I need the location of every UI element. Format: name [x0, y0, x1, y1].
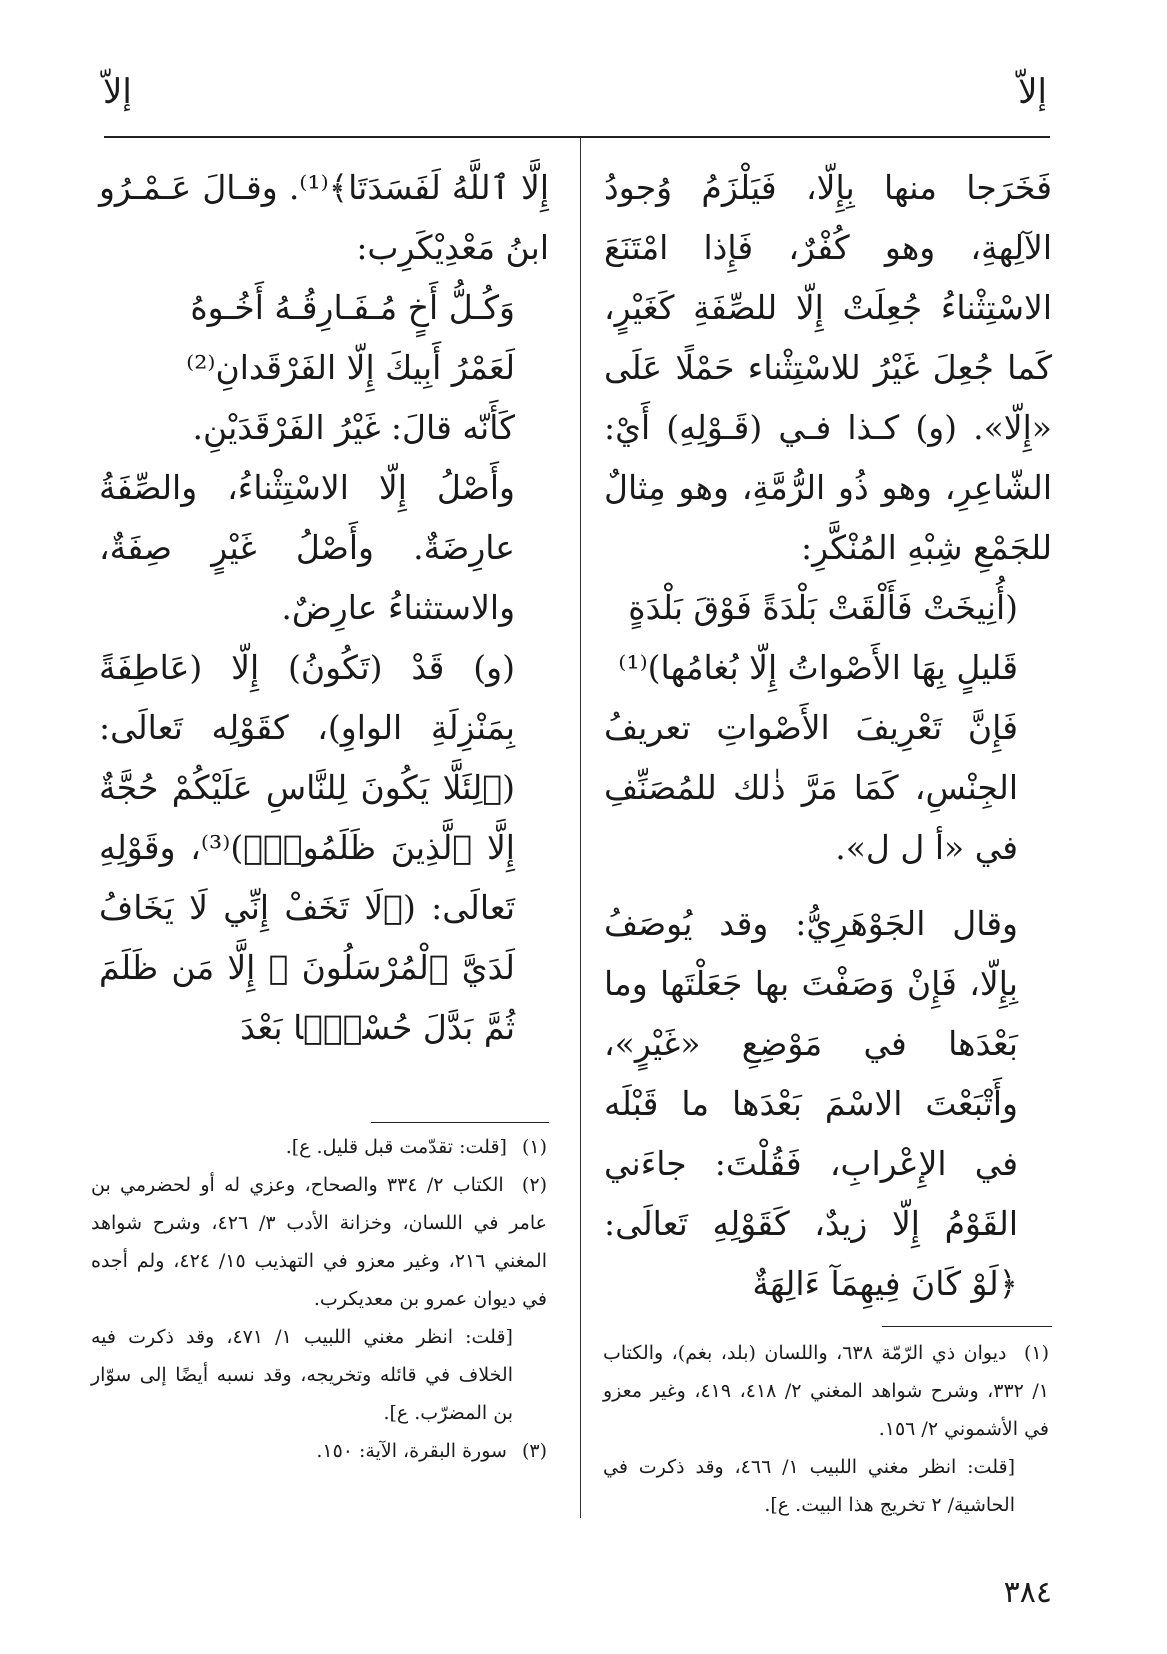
footnote-number: (٢): [521, 1174, 547, 1196]
header-rule: [104, 136, 1050, 138]
footnote-text: الكتاب ٢/ ٣٣٤ والصحاح، وعزي له أو لحضرمي بن عامر في اللسان، وخزانة الأدب ٣/ ٤٢٦، وشرح شواهد المغني ٢١٦، وغير معزو في التهذيب ١٥/ ٤٢٤، ولم أجده في ديوان عمرو بن معديكرب.: [91, 1174, 547, 1310]
footnote-text: سورة البقرة، الآية: ١٥٠.: [316, 1440, 507, 1462]
footnote: [91, 1166, 547, 1318]
left-column: [99, 158, 549, 1058]
right-column: [604, 158, 1052, 1314]
footnote-text: [قلت: انظر مغني اللبيب ١/ ٤٦٦، وقد ذكرت في الحاشية/ ٢ تخريج هذا البيت. ع].: [603, 1456, 1015, 1516]
verse-line: (أُنِيخَتْ فَأَلْقَتْ بَلْدَةً فَوْقَ بَلْدَةٍ: [628, 588, 1018, 627]
footnote: [91, 1128, 547, 1166]
column-divider: [580, 138, 581, 1518]
footnotes-left: [91, 1128, 547, 1470]
footnote-rule-right: [882, 1326, 1052, 1327]
verse-line: قَليلٍ بِهَا الأَصْواتُ إِلّا بُغامُها)⁽¹⁾: [618, 648, 1018, 687]
footnote: [603, 1334, 1049, 1448]
paragraph: فَخَرَجا منها بِإِلّا، فَيَلْزَمُ وُجودُ الآلِهةِ، وهو كُفْرٌ، فَإِذا امْتَنَعَ الاسْتِثْناءُ جُعِلَتْ إِلّا للصِّفَةِ كَغَيْرٍ، كَما جُعِلَ غَيْرُ للاسْتِثْناء حَمْلًا عَلَى «إِلّا». (و) كـذا فـي (قَـوْلِهِ) أَيْ: الشّاعِرِ، وهو ذُو الرُّمَّةِ، وهو مِثالٌ للجَمْعِ شِبْهِ المُنْكَّرِ:: [604, 168, 1052, 567]
paragraph: إِلَّا ٱللَّهُ لَفَسَدَتَا﴾⁽¹⁾. وقـالَ عَـمْـرُو ابنُ مَعْدِيْكَرِب:: [99, 168, 550, 267]
footnote: [91, 1318, 547, 1432]
footnote-rule-left: [371, 1122, 549, 1123]
footnote-number: (١): [521, 1136, 547, 1158]
footnote-number: (١): [1023, 1342, 1049, 1364]
footnote-text: [قلت: انظر مغني اللبيب ١/ ٤٧١، وقد ذكرت فيه الخلاف في قائله وتخريجه، وقد نسبه أيضًا إلى سوّار بن المضرّب. ع].: [91, 1326, 513, 1424]
footnote-text: ديوان ذي الرّمّة ٦٣٨، واللسان (بلد، بغم)، والكتاب ١/ ٣٣٢، وشرح شواهد المغني ٢/ ٤١٨، ٤١٩، وغير معزو في الأشموني ٢/ ١٥٦.: [603, 1342, 1049, 1440]
footnote: [91, 1432, 547, 1470]
footnote: [603, 1448, 1049, 1524]
paragraph: وقال الجَوْهَرِيُّ: وقد يُوصَفُ بِإِلّا، فَإِنْ وَصَفْتَ بها جَعَلْتَها وما بَعْدَها في مَوْضِعِ «غَيْرٍ»، وأَتْبَعْتَ الاسْمَ بَعْدَها ما قَبْلَه في الإِعْرابِ، فَقُلْتَ: جاءَني القَوْمُ إِلّا زيدٌ، كَقَوْلِهِ تَعالَى: ﴿لَوْ كَانَ فِيهِمَآ ءَالِهَةٌ: [604, 904, 1018, 1303]
paragraph: وأَصْلُ إِلّا الاسْتِثْناءُ، والصِّفَةُ عارِضَةٌ. وأَصْلُ غَيْرٍ صِفَةٌ، والاستثناءُ عارِضٌ.: [99, 468, 515, 627]
running-header-right: إلاّ: [1018, 72, 1047, 112]
verse-line: لَعَمْرُ أَبِيكَ إِلّا الفَرْقَدانِ⁽²⁾: [186, 348, 515, 387]
paragraph: كَأَنّه قالَ: غَيْرُ الفَرْقَدَيْنِ.: [192, 408, 515, 447]
paragraph: (و) قَدْ (تَكُونُ) إِلّا (عَاطِفَةً بِمَنْزِلَةِ الواوِ)، كقَوْلِه تَعالَى: (﴿لِئَلَّا يَكُونَ لِلنَّاسِ عَلَيْكُمْ حُجَّةٌ إِلَّا ٱلَّذِينَ ظَلَمُوا۟﴾)⁽³⁾، وقَوْلِهِ تَعالَى: (﴿لَا تَخَفْ إِنِّي لَا يَخَافُ لَدَيَّ ٱلْمُرْسَلُونَ ۞ إِلَّا مَن ظَلَمَ ثُمَّ بَدَّلَ حُسْنًۢا بَعْدَ: [99, 648, 515, 1047]
footnote-text: [قلت: تقدّمت قبل قليل. ع].: [285, 1136, 507, 1158]
page-number: ٣٨٤: [1003, 1575, 1052, 1610]
footnote-number: (٣): [521, 1440, 547, 1462]
footnotes-right: [603, 1334, 1049, 1524]
verse-line: وَكُـلُّ أَخٍ مُـفَـارِقُـهُ أَخُـوهُ: [190, 288, 515, 327]
paragraph: فَإِنَّ تَعْرِيفَ الأَصْواتِ تعريفُ الجِنْسِ، كَمَا مَرَّ ذٰلك للمُصَنِّفِ في «أ ل ل».: [604, 708, 1018, 867]
running-header-left: إلاّ: [103, 72, 132, 112]
